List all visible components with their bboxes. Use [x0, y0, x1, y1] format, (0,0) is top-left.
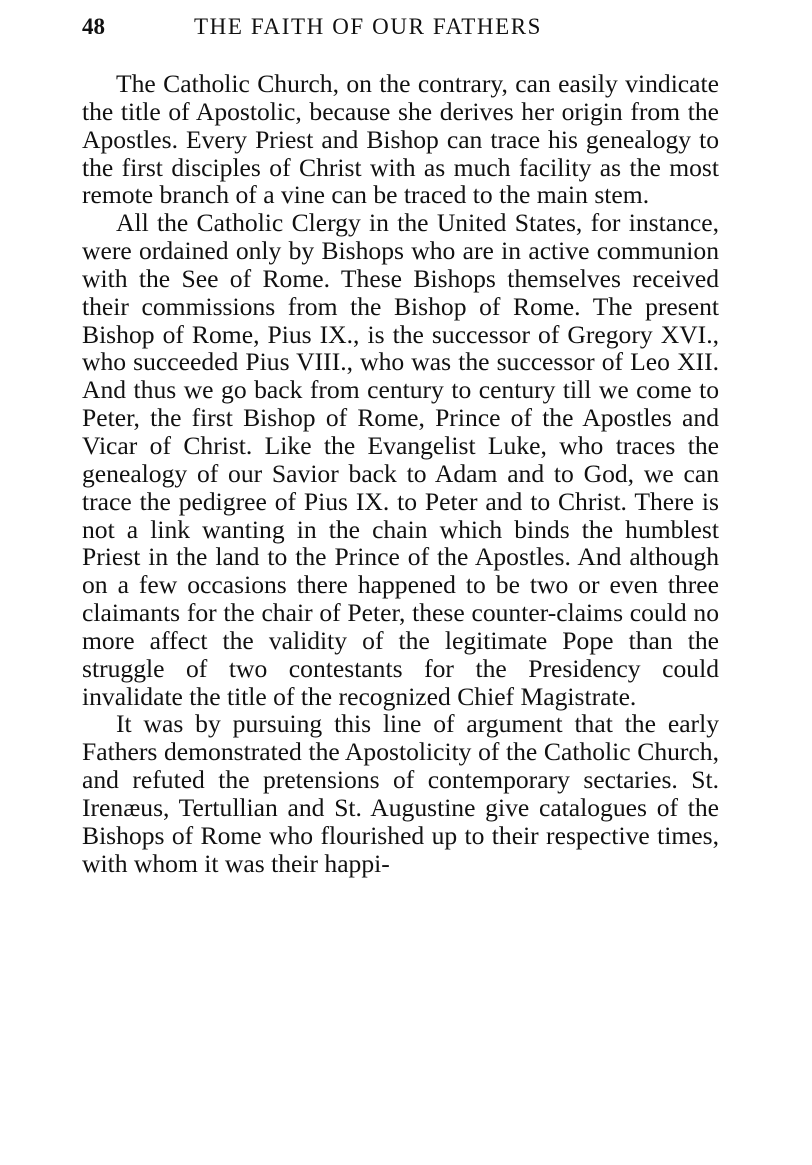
running-head — [82, 14, 722, 46]
paragraph-early-fathers: It was by pursuing this line of argument that the early Fathers demonstrated the Apostolicity of the Catholic Church, and refuted the pretensions of contemporary sectaries. St. Irenæus, Tertullian and St. Augustine give catalogues of the Bishops of Rome who flourished up to their respective times, with whom it was their happi- — [82, 709, 719, 878]
running-title: THE FAITH OF OUR FATHERS — [194, 14, 543, 39]
paragraph-clergy-succession: All the Catholic Clergy in the United States, for instance, were ordained only by Bishops who are in active communion with the See of Rome. These Bishops themselves received their commissions from the Bishop of Rome. The present Bishop of Rome, Pius IX., is the successor of Gregory XVI., who succeeded Pius VIII., who was the successor of Leo XII. And thus we go back from century to century till we come to Peter, the first Bishop of Rome, Prince of the Apostles and Vicar of Christ. Like the Evangelist Luke, who traces the genealogy of our Savior back to Adam and to God, we can trace the pedigree of Pius IX. to Peter and to Christ. There is not a link wanting in the chain which binds the humblest Priest in the land to the Prince of the Apostles. And although on a few occasions there happened to be two or even three claimants for the chair of Peter, these counter-claims could no more affect the validity of the legitimate Pope than the struggle of two contestants for the Presidency could invalidate the title of the recognized Chief Magistrate. — [82, 208, 719, 711]
page-number: 48 — [82, 14, 105, 39]
body-text — [82, 70, 719, 877]
paragraph-apostolic-origin: The Catholic Church, on the contrary, can easily vindicate the title of Apostolic, because she derives her origin from the Apostles. Every Priest and Bishop can trace his genealogy to the first disciples of Christ with as much facility as the most remote branch of a vine can be traced to the main stem. — [82, 69, 719, 210]
